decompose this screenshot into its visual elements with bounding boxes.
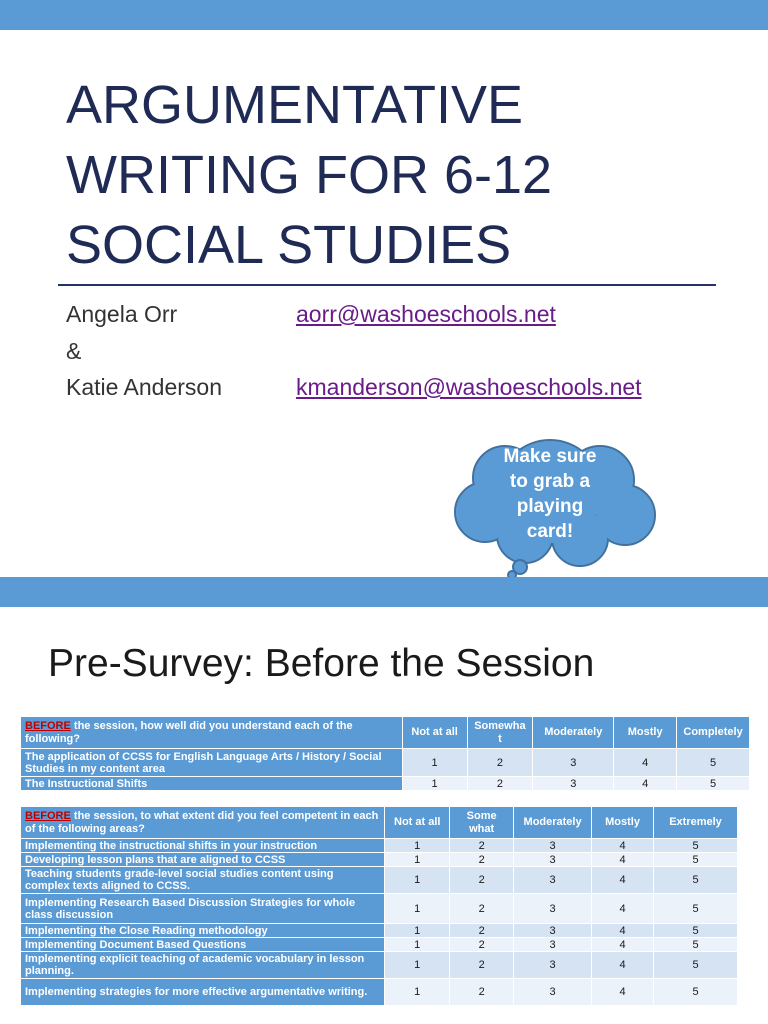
rating-cell: 5 (654, 938, 738, 952)
top-accent-bar (0, 0, 768, 30)
rating-cell: 5 (677, 749, 750, 777)
rating-cell: 1 (385, 853, 450, 867)
rating-cell: 2 (450, 867, 514, 894)
rating-cell: 1 (385, 894, 450, 924)
rating-cell: 4 (592, 924, 654, 938)
row-label: Implementing the Close Reading methodology (21, 924, 385, 938)
rating-cell: 3 (514, 867, 592, 894)
table-row (21, 839, 738, 853)
rating-cell: 4 (592, 979, 654, 1006)
column-header: Somewha t (467, 717, 533, 749)
rating-cell: 2 (467, 777, 533, 791)
rating-cell: 3 (514, 979, 592, 1006)
author-email-link-2[interactable]: kmanderson@washoeschools.net (296, 374, 642, 400)
rating-cell: 4 (592, 952, 654, 979)
rating-cell: 1 (402, 749, 467, 777)
table-row (21, 924, 738, 938)
rating-cell: 4 (592, 853, 654, 867)
rating-cell: 2 (450, 952, 514, 979)
rating-cell: 2 (450, 979, 514, 1006)
author-name-2: Katie Anderson (66, 374, 223, 400)
column-header: Mostly (592, 807, 654, 839)
rating-cell: 2 (450, 853, 514, 867)
row-label: Implementing explicit teaching of academic vocabulary in lesson planning. (21, 952, 385, 979)
author-ampersand: & (66, 338, 82, 364)
column-header: Some what (450, 807, 514, 839)
row-label: Implementing Research Based Discussion Strategies for whole class discussion (21, 894, 385, 924)
rating-cell: 1 (385, 979, 450, 1006)
rating-cell: 4 (592, 867, 654, 894)
rating-cell: 2 (467, 749, 533, 777)
question-text: the session, how well did you understand each of the following? (25, 719, 353, 745)
rating-cell: 1 (385, 938, 450, 952)
column-header: Mostly (614, 717, 677, 749)
question-emphasis: BEFORE (25, 809, 71, 822)
title-divider (58, 284, 716, 286)
table-row (21, 979, 738, 1006)
row-label: Implementing the instructional shifts in your instruction (21, 839, 385, 853)
row-label: The Instructional Shifts (21, 777, 403, 791)
row-label: Implementing Document Based Questions (21, 938, 385, 952)
survey-table-understanding (20, 716, 750, 791)
rating-cell: 5 (654, 979, 738, 1006)
table-row (21, 938, 738, 952)
author-email-link-1[interactable]: aorr@washoeschools.net (296, 301, 556, 327)
survey-table-competence (20, 806, 738, 1006)
question-emphasis: BEFORE (25, 719, 71, 732)
slide-title (66, 70, 706, 280)
column-header: Moderately (514, 807, 592, 839)
callout-line: to grab a (509, 471, 591, 492)
callout-text (480, 444, 620, 544)
question-text: the session, to what extent did you feel competent in each of the following areas? (25, 809, 379, 835)
table-row (21, 952, 738, 979)
row-label: Developing lesson plans that are aligned to CCSS (21, 853, 385, 867)
rating-cell: 1 (385, 867, 450, 894)
rating-cell: 5 (654, 839, 738, 853)
rating-cell: 4 (592, 894, 654, 924)
rating-cell: 5 (654, 952, 738, 979)
rating-cell: 3 (514, 839, 592, 853)
rating-cell: 5 (677, 777, 750, 791)
slide2-title: Pre-Survey: Before the Session (48, 642, 595, 685)
callout-line: playing (516, 496, 584, 517)
title-line: SOCIAL STUDIES (66, 215, 512, 275)
rating-cell: 1 (385, 952, 450, 979)
rating-cell: 3 (514, 924, 592, 938)
rating-cell: 1 (402, 777, 467, 791)
rating-cell: 1 (385, 839, 450, 853)
rating-cell: 5 (654, 894, 738, 924)
table-row (21, 894, 738, 924)
rating-cell: 3 (514, 853, 592, 867)
row-label: Implementing strategies for more effective argumentative writing. (21, 979, 385, 1006)
rating-cell: 2 (450, 938, 514, 952)
title-line: WRITING FOR 6-12 (66, 145, 553, 205)
callout-line: card! (526, 521, 574, 542)
rating-cell: 5 (654, 867, 738, 894)
survey-question (21, 717, 403, 749)
rating-cell: 2 (450, 839, 514, 853)
rating-cell: 3 (514, 938, 592, 952)
table-row (21, 853, 738, 867)
slide2-accent-bar (0, 577, 768, 607)
callout-line: Make sure (503, 446, 597, 467)
column-header: Not at all (402, 717, 467, 749)
rating-cell: 2 (450, 894, 514, 924)
rating-cell: 3 (514, 894, 592, 924)
column-header: Completely (677, 717, 750, 749)
rating-cell: 1 (385, 924, 450, 938)
row-label: Teaching students grade-level social studies content using complex texts aligned to CCSS. (21, 867, 385, 894)
table-row (21, 777, 750, 791)
rating-cell: 3 (533, 749, 614, 777)
column-header: Not at all (385, 807, 450, 839)
rating-cell: 2 (450, 924, 514, 938)
row-label: The application of CCSS for English Language Arts / History / Social Studies in my content area (21, 749, 403, 777)
rating-cell: 3 (533, 777, 614, 791)
survey-question (21, 807, 385, 839)
rating-cell: 4 (592, 938, 654, 952)
rating-cell: 5 (654, 924, 738, 938)
rating-cell: 4 (614, 777, 677, 791)
table-row (21, 749, 750, 777)
column-header: Moderately (533, 717, 614, 749)
rating-cell: 3 (514, 952, 592, 979)
author-name-1: Angela Orr (66, 301, 178, 327)
title-line: ARGUMENTATIVE (66, 75, 524, 135)
column-header: Extremely (654, 807, 738, 839)
table-row (21, 867, 738, 894)
rating-cell: 4 (614, 749, 677, 777)
rating-cell: 4 (592, 839, 654, 853)
rating-cell: 5 (654, 853, 738, 867)
